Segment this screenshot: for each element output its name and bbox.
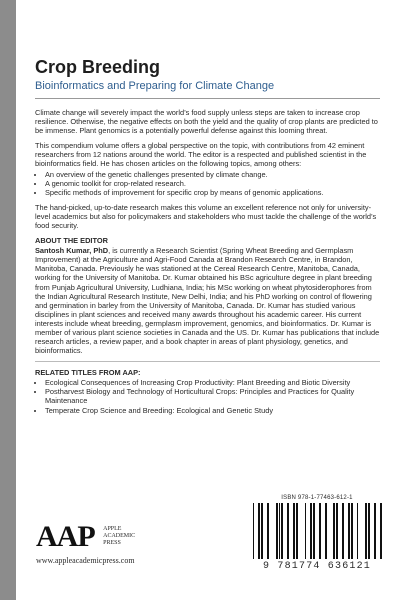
barcode-bar [287,503,289,559]
isbn-barcode [247,495,387,579]
barcode-bar [290,503,292,559]
barcode-bar [325,503,327,559]
barcode-bar [270,503,272,559]
book-title: Crop Breeding [35,57,161,77]
barcode-bar [255,503,257,559]
barcode-bar [316,503,318,559]
related-title: • Postharvest Biology and Technology of Horticultural Crops: Principles and Practices for Quality Maintenance [45,387,380,405]
publisher-url: www.appleacademicpress.com [36,556,135,565]
barcode-bars [247,503,387,559]
title-divider [35,98,380,99]
barcode-bar [328,503,330,559]
barcode-bar [348,503,350,559]
barcode-bar [302,503,304,559]
barcode-bar [359,503,361,559]
editor-bio-text: , is currently a Research Scientist (Spring Wheat Breeding and Germplasm Improvement) at the Agriculture and Agri-Food Canada at Brandon Research Centre, in Brandon, Manitoba, Canada. Previously he was stationed at the Cereal Research Centre, Manitoba, Canada, working for the University of Manitoba. Dr. Kumar obtained his BSc agriculture degree in plant breeding from Punjab Agricultural University, Ludhiana, India; his MSc working on wheat phytosiderophores from the Indian Agricultural Research Institute, New Delhi, India; and his PhD working on control of flowering and germination in barley from the University of Manitoba, Canada. Dr. Kumar has studied various disciplines in plant sciences and received many awards throughout his academic career. His current interests include wheat breeding, germplasm improvement, genomics, and bioinformatics. Dr. Kumar is member of various plant science societies in Canada and the US. Dr. Kumar has publications that include research articles, a review paper, and a book chapter in areas of plant physiology, genetics, and bioinformatics. [35,246,380,356]
topic-item: • An overview of the genetic challenges presented by climate change. [45,170,380,179]
barcode-bar [339,503,341,559]
barcode-bar [380,503,382,559]
barcode-bar [261,503,263,559]
publisher-name [103,526,135,547]
barcode-bar [357,503,358,559]
cover-text [35,57,380,421]
barcode-bar [279,503,280,559]
isbn-label: ISBN 978-1-77463-612-1 [281,495,353,501]
barcode-number: 9 781774 636121 [262,561,371,572]
barcode-bar [305,503,306,559]
editor-bio [35,246,380,355]
topics-list [35,170,380,197]
barcode-bar [310,503,312,559]
barcode-bar [368,503,370,559]
barcode-bar [354,503,356,559]
closing-paragraph: The hand-picked, up-to-date research makes this volume an excellent reference not only for university-level academics but also for policymakers and stakeholders who must tackle the challenge of the world’s food security. [35,202,377,231]
barcode-bar [365,503,367,559]
about-editor-heading: ABOUT THE EDITOR [35,236,108,246]
spine-strip [0,0,16,600]
barcode-bar [319,503,321,559]
barcode-bar [362,503,364,559]
barcode-bar [276,503,278,559]
barcode-bar [281,503,283,559]
barcode-bar [377,503,379,559]
barcode-bar [342,503,344,559]
barcode-bar [296,503,298,559]
barcode-bar [374,503,376,559]
barcode-bar [293,503,295,559]
publisher-name-line: ACADEMIC [103,533,136,539]
barcode-bar [307,503,309,559]
related-divider [35,361,380,362]
barcode-bar [313,503,315,559]
related-title: • Ecological Consequences of Increasing Crop Productivity: Plant Breeding and Biotic Diversity [45,378,380,387]
publisher-logo [36,520,176,580]
topic-item: • A genomic toolkit for crop-related research. [45,179,380,188]
publisher-name-line: APPLE [103,526,122,532]
barcode-bar [284,503,286,559]
related-title: • Temperate Crop Science and Breeding: Ecological and Genetic Study [45,406,380,415]
publisher-mark: AAP [36,520,95,553]
barcode-bar [273,503,275,559]
publisher-name-line: PRESS [103,540,121,546]
barcode-bar [258,503,260,559]
barcode-bar [253,503,254,559]
barcode-bar [299,503,301,559]
related-titles-list [35,378,380,414]
barcode-bar [345,503,347,559]
barcode-bar [351,503,353,559]
barcode-bar [267,503,269,559]
barcode-bar [371,503,373,559]
book-subtitle: Bioinformatics and Preparing for Climate Change [35,80,275,92]
barcode-bar [336,503,338,559]
intro-paragraph-1: Climate change will severely impact the world’s food supply unless steps are taken to increase crop resilience. Otherwise, the negative effects on both the yield and the quality of crop plants are predicted to be immense. Plant genomics is a potentially powerful defense against this looming threat. [35,108,378,136]
barcode-bar [322,503,324,559]
barcode-bar [264,503,266,559]
related-titles-heading: RELATED TITLES FROM AAP: [35,368,141,378]
editor-name: Santosh Kumar, PhD [35,246,109,256]
topic-item: • Specific methods of improvement for specific crop by means of genomic applications. [45,188,380,197]
intro-paragraph-2: This compendium volume offers a global perspective on the topic, with contributions from 42 eminent researchers from 12 nations around the world. The editor is a respected and published scientist in the bioinformatics field. He has chosen articles on the following topics, among others: [35,141,367,169]
barcode-bar [333,503,335,559]
barcode-bar [331,503,332,559]
